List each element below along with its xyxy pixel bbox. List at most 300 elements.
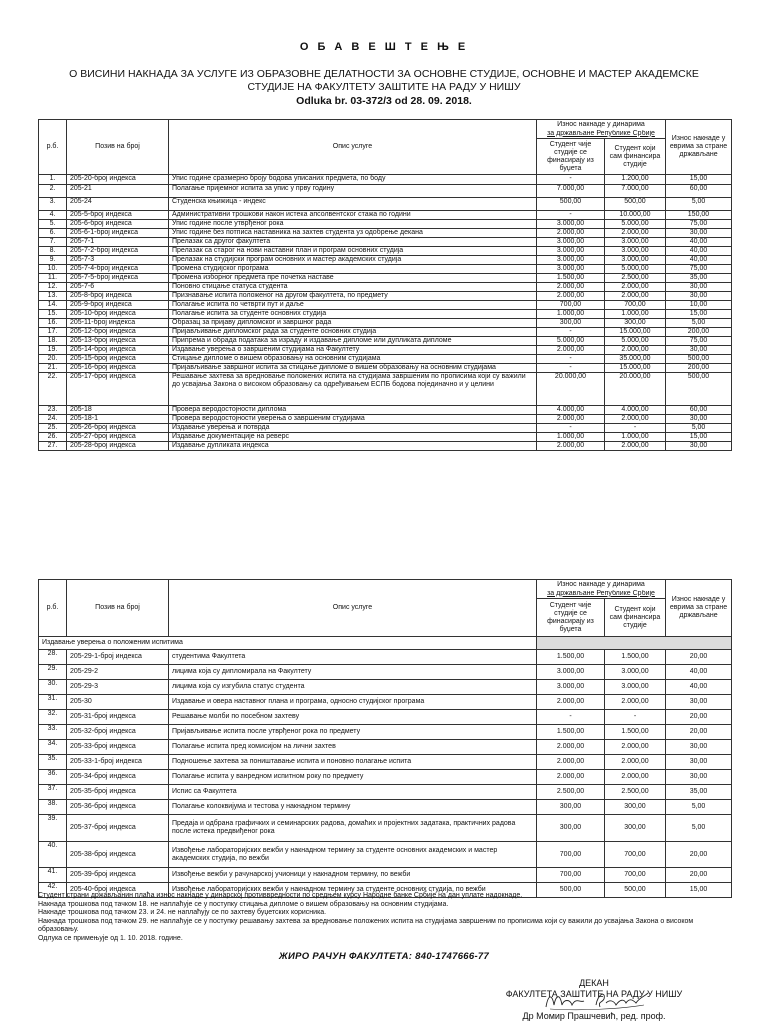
cell-eur: 30,00 xyxy=(666,770,732,785)
table-row xyxy=(39,740,732,755)
cell-poziv: 205-9-број индекса xyxy=(67,301,169,310)
cell-opis: Полагање испита у ванредном испитном року по предмету xyxy=(169,770,537,785)
cell-poziv: 205-33-1-број индекса xyxy=(67,755,169,770)
cell-poziv: 205-16-број индекса xyxy=(67,364,169,373)
cell-samofin: 2.000,00 xyxy=(605,770,666,785)
cell-poziv: 205-18-1 xyxy=(67,415,169,424)
cell-eur: 5,00 xyxy=(666,198,732,211)
cell-eur: 40,00 xyxy=(666,247,732,256)
cell-rb: 3. xyxy=(39,198,67,211)
cell-rb: 39. xyxy=(39,815,67,842)
cell-rb: 17. xyxy=(39,328,67,337)
cell-eur: 20,00 xyxy=(666,650,732,665)
table-row xyxy=(39,211,732,220)
cell-poziv: 205-40-број индекса xyxy=(67,883,169,898)
cell-eur: 40,00 xyxy=(666,680,732,695)
cell-eur: 60,00 xyxy=(666,185,732,198)
cell-opis: Издавање и овера наставног плана и програма, односно студијског програма xyxy=(169,695,537,710)
cell-rb: 15. xyxy=(39,310,67,319)
bank-account: ЖИРО РАЧУН ФАКУЛТЕТА: 840-1747666-77 xyxy=(278,951,490,962)
col-header-za-drz: за држављане Републике Србије xyxy=(537,590,666,599)
cell-budzet: - xyxy=(537,175,605,185)
cell-eur: 150,00 xyxy=(666,211,732,220)
cell-budzet: 3.000,00 xyxy=(537,256,605,265)
cell-samofin: 2.500,00 xyxy=(605,785,666,800)
cell-poziv: 205-38-број индекса xyxy=(67,842,169,868)
table-row xyxy=(39,175,732,185)
cell-eur: 5,00 xyxy=(666,319,732,328)
cell-opis: Прелазак са старог на нови наставни план и програм основних студија xyxy=(169,247,537,256)
cell-poziv: 205-32-број индекса xyxy=(67,725,169,740)
cell-budzet: 5.000,00 xyxy=(537,337,605,346)
cell-poziv: 205-34-број индекса xyxy=(67,770,169,785)
cell-budzet: - xyxy=(537,364,605,373)
cell-eur: 15,00 xyxy=(666,433,732,442)
cell-samofin: 3.000,00 xyxy=(605,680,666,695)
cell-eur: 40,00 xyxy=(666,665,732,680)
cell-eur: 5,00 xyxy=(666,800,732,815)
cell-rb: 7. xyxy=(39,238,67,247)
cell-budzet: 3.000,00 xyxy=(537,665,605,680)
cell-eur: 10,00 xyxy=(666,301,732,310)
cell-samofin: 2.000,00 xyxy=(605,695,666,710)
cell-budzet: 2.000,00 xyxy=(537,442,605,451)
cell-budzet: 2.000,00 xyxy=(537,229,605,238)
table-row xyxy=(39,770,732,785)
cell-poziv: 205-7-1 xyxy=(67,238,169,247)
fees-table-2-body xyxy=(39,637,732,898)
cell-samofin: 4.000,00 xyxy=(605,406,666,415)
cell-poziv: 205-7-5-број индекса xyxy=(67,274,169,283)
cell-samofin: 5.000,00 xyxy=(605,265,666,274)
cell-rb: 42. xyxy=(39,883,67,898)
cell-eur: 20,00 xyxy=(666,725,732,740)
table-row xyxy=(39,710,732,725)
col-header-samofin: Студент који сам финансира студије xyxy=(605,599,666,637)
cell-rb: 31. xyxy=(39,695,67,710)
cell-opis: Пријављивање испита после утврђеног рока по предмету xyxy=(169,725,537,740)
cell-rb: 36. xyxy=(39,770,67,785)
table-row xyxy=(39,310,732,319)
fees-table-1-body xyxy=(39,175,732,451)
cell-budzet: 3.000,00 xyxy=(537,220,605,229)
cell-opis: Извођење лабораторијских вежби у накнадном термину за студенте основних академских и мастер академских студија, по вежби xyxy=(169,842,537,868)
cell-poziv: 205-17-број индекса xyxy=(67,373,169,406)
cell-poziv: 205-7-3 xyxy=(67,256,169,265)
cell-poziv: 205-15-број индекса xyxy=(67,355,169,364)
table-row xyxy=(39,229,732,238)
cell-opis: лицима која су дипломирала на Факултету xyxy=(169,665,537,680)
cell-rb: 35. xyxy=(39,755,67,770)
cell-rb: 29. xyxy=(39,665,67,680)
cell-budzet: 700,00 xyxy=(537,842,605,868)
cell-opis: Поновно стицање статуса студента xyxy=(169,283,537,292)
cell-eur: 200,00 xyxy=(666,328,732,337)
note-line: Одлука се примењује од 1. 10. 2018. године. xyxy=(38,934,183,942)
cell-budzet: 1.500,00 xyxy=(537,274,605,283)
cell-budzet: - xyxy=(537,328,605,337)
table-row xyxy=(39,283,732,292)
table-row xyxy=(39,800,732,815)
cell-samofin: 700,00 xyxy=(605,301,666,310)
note-line: Накнада трошкова под тачком 29. не наплаћује се у поступку решавању захтева за вредновање положених испита на студијама завршеним по прописима који су важили до усвајања Закона о високом образовању. xyxy=(38,917,694,934)
cell-rb: 23. xyxy=(39,406,67,415)
col-header-za-drz: за држављане Републике Србије xyxy=(537,130,666,139)
table-row xyxy=(39,355,732,364)
cell-samofin: 20.000,00 xyxy=(605,373,666,406)
cell-poziv: 205-24 xyxy=(67,198,169,211)
table-row xyxy=(39,650,732,665)
dean-title: ДЕКАН ФАКУЛТЕТА ЗАШТИТЕ НА РАДУ У НИШУ xyxy=(505,978,683,999)
table-row xyxy=(39,433,732,442)
cell-eur: 30,00 xyxy=(666,229,732,238)
cell-poziv: 205-18 xyxy=(67,406,169,415)
table-row xyxy=(39,415,732,424)
table-row xyxy=(39,680,732,695)
table-row xyxy=(39,328,732,337)
cell-samofin: 5.000,00 xyxy=(605,337,666,346)
cell-samofin: 7.000,00 xyxy=(605,185,666,198)
table-row xyxy=(39,815,732,842)
cell-poziv: 205-27-број индекса xyxy=(67,433,169,442)
footnotes xyxy=(38,892,728,944)
cell-opis: студентима Факултета xyxy=(169,650,537,665)
cell-poziv: 205-29-1-број индекса xyxy=(67,650,169,665)
cell-samofin: 300,00 xyxy=(605,815,666,842)
cell-rb: 40. xyxy=(39,842,67,868)
cell-eur: 15,00 xyxy=(666,883,732,898)
cell-samofin: 15.000,00 xyxy=(605,364,666,373)
cell-eur: 5,00 xyxy=(666,424,732,433)
cell-poziv: 205-26-број индекса xyxy=(67,424,169,433)
col-header-rb: р.б. xyxy=(39,580,67,637)
cell-eur: 35,00 xyxy=(666,785,732,800)
cell-budzet: 2.000,00 xyxy=(537,283,605,292)
cell-poziv: 205-6-број индекса xyxy=(67,220,169,229)
cell-poziv: 205-12-број индекса xyxy=(67,328,169,337)
cell-samofin: 500,00 xyxy=(605,198,666,211)
cell-budzet: 2.000,00 xyxy=(537,346,605,355)
col-header-budzet: Студент чије студије се финасирају из буџета xyxy=(537,139,605,175)
cell-budzet: 1.500,00 xyxy=(537,650,605,665)
cell-poziv: 205-6-1-број индекса xyxy=(67,229,169,238)
cell-samofin: 10.000,00 xyxy=(605,211,666,220)
col-header-samofin: Студент који сам финансира студије xyxy=(605,139,666,175)
cell-budzet: 700,00 xyxy=(537,301,605,310)
cell-samofin: 300,00 xyxy=(605,800,666,815)
cell-opis: Провера веродостојности уверења о завршеним студијама xyxy=(169,415,537,424)
table-row xyxy=(39,346,732,355)
cell-eur: 15,00 xyxy=(666,175,732,185)
table-row xyxy=(39,238,732,247)
col-header-eur: Износ накнаде у еврима за стране држављане xyxy=(666,580,732,637)
note-line: Студент страни држављанин плаћа износ накнаде у динарској противвредности по средњем курсу Народне банке Србије на дан уплате надокнаде. xyxy=(38,892,523,899)
note-line: Накнада трошкова под тачком 18. не наплаћује се у поступку стицања дипломе о вишем образовању на основним студијама. xyxy=(38,900,449,908)
cell-budzet: 300,00 xyxy=(537,319,605,328)
cell-poziv: 205-33-број индекса xyxy=(67,740,169,755)
cell-budzet: - xyxy=(537,355,605,364)
cell-eur: 30,00 xyxy=(666,755,732,770)
cell-eur: 75,00 xyxy=(666,220,732,229)
fees-table-1 xyxy=(38,119,732,451)
cell-budzet: 1.000,00 xyxy=(537,433,605,442)
cell-opis: Стицање дипломе о вишем образовању на основним студијама xyxy=(169,355,537,364)
cell-rb: 20. xyxy=(39,355,67,364)
cell-budzet: 300,00 xyxy=(537,815,605,842)
cell-rb: 10. xyxy=(39,265,67,274)
cell-eur: 20,00 xyxy=(666,710,732,725)
cell-budzet: - xyxy=(537,211,605,220)
cell-rb: 22. xyxy=(39,373,67,406)
col-header-opis: Опис услуге xyxy=(169,120,537,175)
cell-rb: 38. xyxy=(39,800,67,815)
cell-rb: 18. xyxy=(39,337,67,346)
table-row xyxy=(39,247,732,256)
table-row xyxy=(39,842,732,868)
cell-budzet: 1.000,00 xyxy=(537,310,605,319)
cell-budzet: - xyxy=(537,710,605,725)
cell-opis: Упис године после утврђеног рока xyxy=(169,220,537,229)
cell-opis: Издавање уверења о завршеним студијама на Факултету xyxy=(169,346,537,355)
cell-budzet: 20.000,00 xyxy=(537,373,605,406)
cell-samofin: 500,00 xyxy=(605,883,666,898)
cell-budzet: 1.500,00 xyxy=(537,725,605,740)
document-subtitle: О ВИСИНИ НАКНАДА ЗА УСЛУГЕ ИЗ ОБРАЗОВНЕ ДЕЛАТНОСТИ ЗА ОСНОВНЕ СТУДИЈЕ, ОСНОВНЕ И МАСТЕР АКАДЕМСКЕ СТУДИЈЕ НА ФАКУЛТЕТУ ЗАШТИТЕ НА РАДУ У НИШУ xyxy=(69,68,699,93)
cell-rb: 28. xyxy=(39,650,67,665)
cell-budzet: 2.000,00 xyxy=(537,292,605,301)
table-row xyxy=(39,373,732,406)
cell-poziv: 205-14-број индекса xyxy=(67,346,169,355)
cell-opis: Промена студијског програма xyxy=(169,265,537,274)
cell-samofin: 5.000,00 xyxy=(605,220,666,229)
cell-poziv: 205-7-6 xyxy=(67,283,169,292)
table-row xyxy=(39,265,732,274)
table-row xyxy=(39,406,732,415)
cell-eur: 5,00 xyxy=(666,815,732,842)
cell-eur: 30,00 xyxy=(666,346,732,355)
cell-eur: 200,00 xyxy=(666,364,732,373)
cell-eur: 60,00 xyxy=(666,406,732,415)
cell-eur: 30,00 xyxy=(666,442,732,451)
cell-rb: 33. xyxy=(39,725,67,740)
cell-samofin: 2.000,00 xyxy=(605,229,666,238)
cell-budzet: 2.000,00 xyxy=(537,755,605,770)
table-row xyxy=(39,198,732,211)
table-row xyxy=(39,319,732,328)
table-row xyxy=(39,256,732,265)
note-line: Накнаде трошкова под тачком 23. и 24. не наплаћују се по захтеву буџетских корисника. xyxy=(38,909,327,917)
cell-rb: 26. xyxy=(39,433,67,442)
cell-eur: 30,00 xyxy=(666,695,732,710)
cell-opis: Издавање дупликата индекса xyxy=(169,442,537,451)
cell-eur: 500,00 xyxy=(666,373,732,406)
cell-eur: 30,00 xyxy=(666,415,732,424)
cell-budzet: 3.000,00 xyxy=(537,680,605,695)
table-row xyxy=(39,785,732,800)
cell-rb: 34. xyxy=(39,740,67,755)
cell-poziv: 205-21 xyxy=(67,185,169,198)
cell-poziv: 205-35-број индекса xyxy=(67,785,169,800)
cell-budzet: 2.500,00 xyxy=(537,785,605,800)
cell-budzet: 4.000,00 xyxy=(537,406,605,415)
cell-opis: Промена изборног предмета пре почетка наставе xyxy=(169,274,537,283)
cell-poziv: 205-36-број индекса xyxy=(67,800,169,815)
cell-rb: 8. xyxy=(39,247,67,256)
cell-opis: Полагање колоквијума и тестова у накнадном термину xyxy=(169,800,537,815)
cell-rb: 2. xyxy=(39,185,67,198)
cell-opis: Упис године без потписа наставника на захтев студента уз одобрење декана xyxy=(169,229,537,238)
cell-opis: Административни трошкови након истека апсолвентског стажа по години xyxy=(169,211,537,220)
cell-samofin: 1.000,00 xyxy=(605,433,666,442)
table-row xyxy=(39,725,732,740)
decision-reference: Odluka br. 03-372/3 od 28. 09. 2018. xyxy=(296,95,472,107)
cell-samofin: 300,00 xyxy=(605,319,666,328)
cell-rb: 5. xyxy=(39,220,67,229)
cell-poziv: 205-7-4-број индекса xyxy=(67,265,169,274)
cell-samofin: - xyxy=(605,710,666,725)
cell-samofin: 2.500,00 xyxy=(605,274,666,283)
cell-samofin: 3.000,00 xyxy=(605,665,666,680)
cell-opis: лицима која су изгубила статус студента xyxy=(169,680,537,695)
cell-samofin: 2.000,00 xyxy=(605,283,666,292)
cell-rb: 16. xyxy=(39,319,67,328)
cell-eur: 500,00 xyxy=(666,355,732,364)
cell-budzet: 700,00 xyxy=(537,868,605,883)
cell-opis: Полагање пријемног испита за упис у прву годину xyxy=(169,185,537,198)
cell-poziv: 205-30 xyxy=(67,695,169,710)
col-header-eur: Износ накнаде у еврима за стране држављане xyxy=(666,120,732,175)
cell-opis: Решавање захтева за вредновање положених испита на студијама завршеним по прописима који су важили до усвајања Закона о високом образовању са одређивањем ЕСПБ бодова појединачно и у целини xyxy=(169,373,537,406)
cell-poziv: 205-20-број индекса xyxy=(67,175,169,185)
cell-opis: Издавање документације на реверс xyxy=(169,433,537,442)
cell-samofin: 3.000,00 xyxy=(605,256,666,265)
cell-opis: Образац за пријаву дипломског и завршног рада xyxy=(169,319,537,328)
cell-opis: Припрема и обрада података за израду и издавање дипломе или дупликата дипломе xyxy=(169,337,537,346)
fees-table-2 xyxy=(38,579,732,898)
section-title: Издавање уверења о положеним испитима xyxy=(39,637,537,650)
cell-budzet: 7.000,00 xyxy=(537,185,605,198)
cell-rb: 6. xyxy=(39,229,67,238)
cell-eur: 30,00 xyxy=(666,740,732,755)
cell-opis: Испис са Факултета xyxy=(169,785,537,800)
cell-poziv: 205-31-број индекса xyxy=(67,710,169,725)
table-row xyxy=(39,868,732,883)
cell-opis: Провера веродостојности диплома xyxy=(169,406,537,415)
section-row xyxy=(39,637,732,650)
col-header-iznos-din: Износ накнаде у динарима xyxy=(537,120,666,130)
cell-opis: Полагање испита пред комисијом на лични захтев xyxy=(169,740,537,755)
cell-rb: 4. xyxy=(39,211,67,220)
cell-budzet: - xyxy=(537,424,605,433)
cell-poziv: 205-11-број индекса xyxy=(67,319,169,328)
cell-eur: 40,00 xyxy=(666,238,732,247)
cell-rb: 32. xyxy=(39,710,67,725)
cell-rb: 14. xyxy=(39,301,67,310)
cell-opis: Извођење лабораторијских вежби у накнадном термину за студенте основних студија, по вежби xyxy=(169,883,537,898)
cell-samofin: 35.000,00 xyxy=(605,355,666,364)
table-row xyxy=(39,274,732,283)
cell-opis: Упис године сразмерно броју бодова уписаних предмета, по боду xyxy=(169,175,537,185)
cell-poziv: 205-37-број индекса xyxy=(67,815,169,842)
cell-rb: 13. xyxy=(39,292,67,301)
cell-rb: 37. xyxy=(39,785,67,800)
cell-eur: 75,00 xyxy=(666,337,732,346)
cell-budzet: 2.000,00 xyxy=(537,740,605,755)
cell-eur: 35,00 xyxy=(666,274,732,283)
cell-samofin: 2.000,00 xyxy=(605,415,666,424)
cell-opis: Извођење вежби у рачунарској учионици у накнадном термину, по вежби xyxy=(169,868,537,883)
cell-samofin: 2.000,00 xyxy=(605,755,666,770)
table-row xyxy=(39,185,732,198)
cell-opis: Прелазак на студијски програм основних и мастер академских студија xyxy=(169,256,537,265)
cell-budzet: 300,00 xyxy=(537,800,605,815)
cell-rb: 12. xyxy=(39,283,67,292)
table-row xyxy=(39,337,732,346)
cell-opis: Прелазак са другог факултета xyxy=(169,238,537,247)
cell-samofin: 1.500,00 xyxy=(605,725,666,740)
cell-rb: 9. xyxy=(39,256,67,265)
cell-opis: Студенска књижица - индекс xyxy=(169,198,537,211)
cell-eur: 40,00 xyxy=(666,256,732,265)
cell-opis: Пријављивање дипломског рада за студенте основних студија xyxy=(169,328,537,337)
cell-poziv: 205-29-3 xyxy=(67,680,169,695)
table-row xyxy=(39,220,732,229)
cell-eur: 30,00 xyxy=(666,292,732,301)
cell-poziv: 205-5-број индекса xyxy=(67,211,169,220)
cell-budzet: 3.000,00 xyxy=(537,238,605,247)
table-row xyxy=(39,755,732,770)
col-header-rb: р.б. xyxy=(39,120,67,175)
cell-samofin: 700,00 xyxy=(605,842,666,868)
cell-poziv: 205-10-број индекса xyxy=(67,310,169,319)
cell-samofin: 1.200,00 xyxy=(605,175,666,185)
table-row xyxy=(39,424,732,433)
cell-rb: 11. xyxy=(39,274,67,283)
cell-poziv: 205-8-број индекса xyxy=(67,292,169,301)
cell-rb: 19. xyxy=(39,346,67,355)
cell-opis: Признавање испита положеног на другом факултета, по предмету xyxy=(169,292,537,301)
cell-samofin: 1.000,00 xyxy=(605,310,666,319)
cell-samofin: 3.000,00 xyxy=(605,247,666,256)
page-title: О Б А В Е Ш Т Е Њ Е xyxy=(299,41,469,53)
table-row xyxy=(39,301,732,310)
cell-poziv: 205-7-2-број индекса xyxy=(67,247,169,256)
table-row xyxy=(39,292,732,301)
cell-eur: 75,00 xyxy=(666,265,732,274)
cell-rb: 25. xyxy=(39,424,67,433)
col-header-opis: Опис услуге xyxy=(169,580,537,637)
col-header-poziv: Позив на број xyxy=(67,580,169,637)
cell-eur: 20,00 xyxy=(666,868,732,883)
cell-samofin: 3.000,00 xyxy=(605,238,666,247)
cell-opis: Издавање уверења и потврда xyxy=(169,424,537,433)
cell-eur: 20,00 xyxy=(666,842,732,868)
table-row xyxy=(39,695,732,710)
col-header-poziv: Позив на број xyxy=(67,120,169,175)
cell-opis: Предаја и одбрана графичких и семинарских радова, домаћих и пројектних задатака, практичних радова после истека предвиђеног рока xyxy=(169,815,537,842)
dean-name: Др Момир Прашчевић, ред. проф. xyxy=(522,1011,666,1021)
cell-samofin: 2.000,00 xyxy=(605,740,666,755)
cell-rb: 21. xyxy=(39,364,67,373)
cell-rb: 27. xyxy=(39,442,67,451)
cell-rb: 1. xyxy=(39,175,67,185)
cell-poziv: 205-28-број индекса xyxy=(67,442,169,451)
cell-rb: 41. xyxy=(39,868,67,883)
cell-rb: 30. xyxy=(39,680,67,695)
col-header-iznos-din: Износ накнаде у динарима xyxy=(537,580,666,590)
cell-budzet: 2.000,00 xyxy=(537,415,605,424)
cell-budzet: 2.000,00 xyxy=(537,695,605,710)
